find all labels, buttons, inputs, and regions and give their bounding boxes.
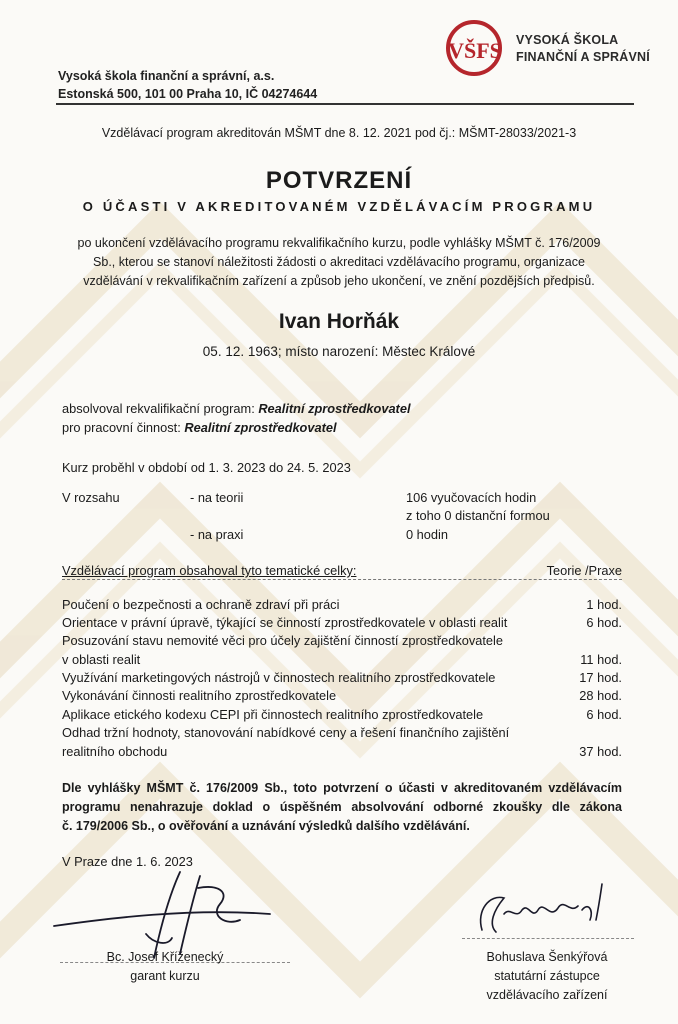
intro-line-3: vzdělávání v rekvalifikačním zařízení a způsob jeho ukončení, ve znění pozdějších předpisů. bbox=[83, 274, 595, 288]
theory-value: 106 vyučovacích hodin bbox=[406, 490, 537, 505]
distance-value: z toho 0 distanční formou bbox=[406, 508, 550, 523]
garant-signature bbox=[50, 868, 290, 968]
theory-label: - na teorii bbox=[190, 490, 244, 505]
garant-name: Bc. Josef Kříženecký bbox=[106, 950, 224, 964]
program-label: absolvoval rekvalifikační program: bbox=[62, 401, 255, 416]
topic-row-continued: realitního obchodu bbox=[62, 744, 168, 759]
disclaimer-line-3: č. 179/2006 Sb., o ověřování a uznávání výsledků dalšího vzdělávání. bbox=[62, 819, 470, 833]
topic-hours: 11 hod. bbox=[580, 652, 622, 667]
statutory-role-1: statutární zástupce bbox=[494, 969, 600, 983]
document-title: POTVRZENÍ bbox=[265, 167, 413, 194]
accreditation-note: Vzdělávací program akreditován MŠMT dne 8. 12. 2021 pod čj.: MŠMT-28033/2021-3 bbox=[101, 126, 577, 140]
program-line bbox=[62, 401, 411, 416]
org-name: Vysoká škola finanční a správní, a.s. bbox=[58, 69, 275, 83]
topics-header-left: Vzdělávací program obsahoval tyto tematické celky: bbox=[62, 563, 357, 578]
garant-role: garant kurzu bbox=[130, 969, 200, 983]
disclaimer-line-2: programu nenahrazuje doklad o úspěšném absolvování odborné zkoušky dle zákona bbox=[62, 800, 622, 814]
statutory-role-2: vzdělávacího zařízení bbox=[486, 988, 608, 1002]
topic-row: Orientace v právní úpravě, týkající se činností zprostředkovatele v oblasti realit bbox=[62, 615, 508, 630]
statutory-name: Bohuslava Šenkýřová bbox=[486, 950, 608, 964]
topic-hours: 17 hod. bbox=[579, 670, 622, 685]
activity-label: pro pracovní činnost: bbox=[62, 420, 181, 435]
topic-hours: 28 hod. bbox=[579, 688, 622, 703]
document-subtitle: O ÚČASTI V AKREDITOVANÉM VZDĚLÁVACÍM PROGRAMU bbox=[82, 199, 596, 214]
course-period: Kurz proběhl v období od 1. 3. 2023 do 24. 5. 2023 bbox=[62, 460, 351, 475]
intro-line-2: Sb., kterou se stanoví náležitosti žádosti o akreditaci vzdělávacího programu, organizace bbox=[93, 255, 585, 269]
program-value: Realitní zprostředkovatel bbox=[258, 401, 411, 416]
topic-hours: 1 hod. bbox=[586, 597, 622, 612]
activity-line bbox=[62, 420, 337, 435]
topic-row: Využívání marketingových nástrojů v činnostech realitního zprostředkovatele bbox=[62, 670, 496, 685]
disclaimer-line-1: Dle vyhlášky MŠMT č. 176/2009 Sb., toto potvrzení o účasti v akreditovaném vzdělávacím bbox=[62, 781, 622, 795]
topic-hours: 6 hod. bbox=[586, 615, 622, 630]
topic-row: Posuzování stavu nemovité věci pro účely zajištění činností zprostředkovatele bbox=[62, 633, 504, 648]
statutory-signature bbox=[470, 880, 620, 946]
vsfs-logo bbox=[444, 18, 508, 78]
topics-header-right: Teorie /Praxe bbox=[546, 563, 622, 578]
topic-row-continued: v oblasti realit bbox=[62, 652, 141, 667]
intro-line-1: po ukončení vzdělávacího programu rekvalifikačního kurzu, podle vyhlášky MŠMT č. 176/2009 bbox=[77, 236, 601, 250]
brand-line-1: VYSOKÁ ŠKOLA bbox=[516, 33, 619, 47]
practice-value: 0 hodin bbox=[406, 527, 448, 542]
topics-header-rule bbox=[62, 579, 622, 580]
practice-label: - na praxi bbox=[190, 527, 244, 542]
person-birth: 05. 12. 1963; místo narození: Městec Králové bbox=[202, 344, 476, 359]
brand-line-2: FINANČNÍ A SPRÁVNÍ bbox=[516, 50, 650, 64]
topic-row: Poučení o bezpečnosti a ochraně zdraví při práci bbox=[62, 597, 340, 612]
topic-row: Odhad tržní hodnoty, stanovování nabídkové ceny a řešení finančního zajištění bbox=[62, 725, 510, 740]
topic-hours: 6 hod. bbox=[586, 707, 622, 722]
person-name: Ivan Horňák bbox=[278, 310, 400, 333]
topic-row: Aplikace etického kodexu CEPI při činnostech realitního zprostředkovatele bbox=[62, 707, 484, 722]
org-address: Estonská 500, 101 00 Praha 10, IČ 04274644 bbox=[58, 87, 318, 101]
place-date: V Praze dne 1. 6. 2023 bbox=[62, 854, 193, 869]
topic-row: Vykonávání činnosti realitního zprostředkovatele bbox=[62, 688, 337, 703]
scope-label: V rozsahu bbox=[62, 490, 120, 505]
activity-value: Realitní zprostředkovatel bbox=[184, 420, 337, 435]
header-divider bbox=[56, 103, 634, 105]
svg-text:VŠFS: VŠFS bbox=[448, 38, 502, 63]
topic-hours: 37 hod. bbox=[579, 744, 622, 759]
